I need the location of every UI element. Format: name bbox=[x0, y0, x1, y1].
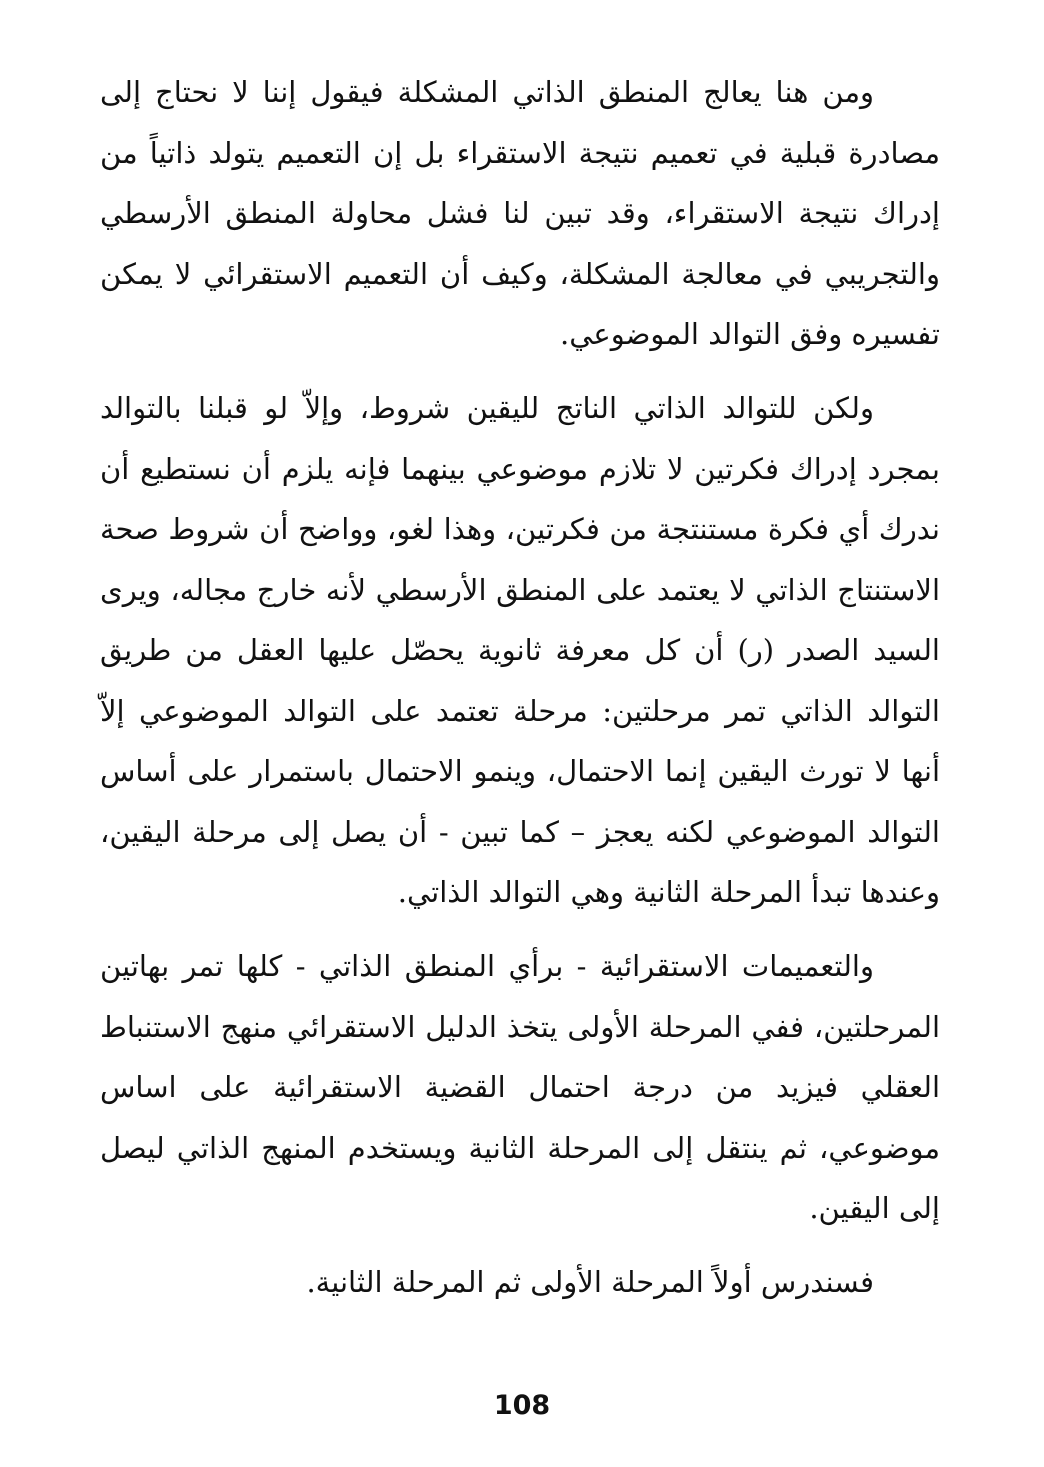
paragraph-2: ولكن للتوالد الذاتي الناتج لليقين شروط، وإلاّ لو قبلنا بالتوالد بمجرد إدراك فكرتين لا تلازم موضوعي بينهما فإنه يلزم أن نستطيع أن ندرك أي فكرة مستنتجة من فكرتين، وهذا لغو، وواضح أن شروط صحة الاستنتاج الذاتي لا يعتمد على المنطق الأرسطي لأنه خارج مجاله، ويرى السيد الصدر (ر) أن كل معرفة ثانوية يحصّل عليها العقل من طريق التوالد الذاتي تمر مرحلتين: مرحلة تعتمد على التوالد الموضوعي إلاّ أنها لا تورث اليقين إنما الاحتمال، وينمو الاحتمال باستمرار على أساس التوالد الموضوعي لكنه يعجز – كما تبين - أن يصل إلى مرحلة اليقين، وعندها تبدأ المرحلة الثانية وهي التوالد الذاتي. bbox=[100, 391, 940, 909]
page-number: 108 bbox=[493, 1390, 551, 1421]
paragraph-1: ومن هنا يعالج المنطق الذاتي المشكلة فيقول إننا لا نحتاج إلى مصادرة قبلية في تعميم نتيجة الاستقراء بل إن التعميم يتولد ذاتياً من إدراك نتيجة الاستقراء، وقد تبين لنا فشل محاولة المنطق الأرسطي والتجريبي في معالجة المشكلة، وكيف أن التعميم الاستقرائي لا يمكن تفسيره وفق التوالد الموضوعي. bbox=[100, 75, 940, 351]
paragraph-3: والتعميمات الاستقرائية - برأي المنطق الذاتي - كلها تمر بهاتين المرحلتين، ففي المرحلة الأولى يتخذ الدليل الاستقرائي منهج الاستنباط العقلي فيزيد من درجة احتمال القضية الاستقرائية على اساس موضوعي، ثم ينتقل إلى المرحلة الثانية ويستخدم المنهج الذاتي ليصل إلى اليقين. bbox=[100, 949, 940, 1225]
paragraph-block-2 bbox=[100, 378, 940, 923]
paragraph-block-3 bbox=[100, 936, 940, 1239]
paragraph-block-4 bbox=[100, 1252, 940, 1313]
paragraph-block-1 bbox=[100, 62, 940, 365]
paragraph-4: فسندرس أولاً المرحلة الأولى ثم المرحلة الثانية. bbox=[306, 1265, 874, 1299]
